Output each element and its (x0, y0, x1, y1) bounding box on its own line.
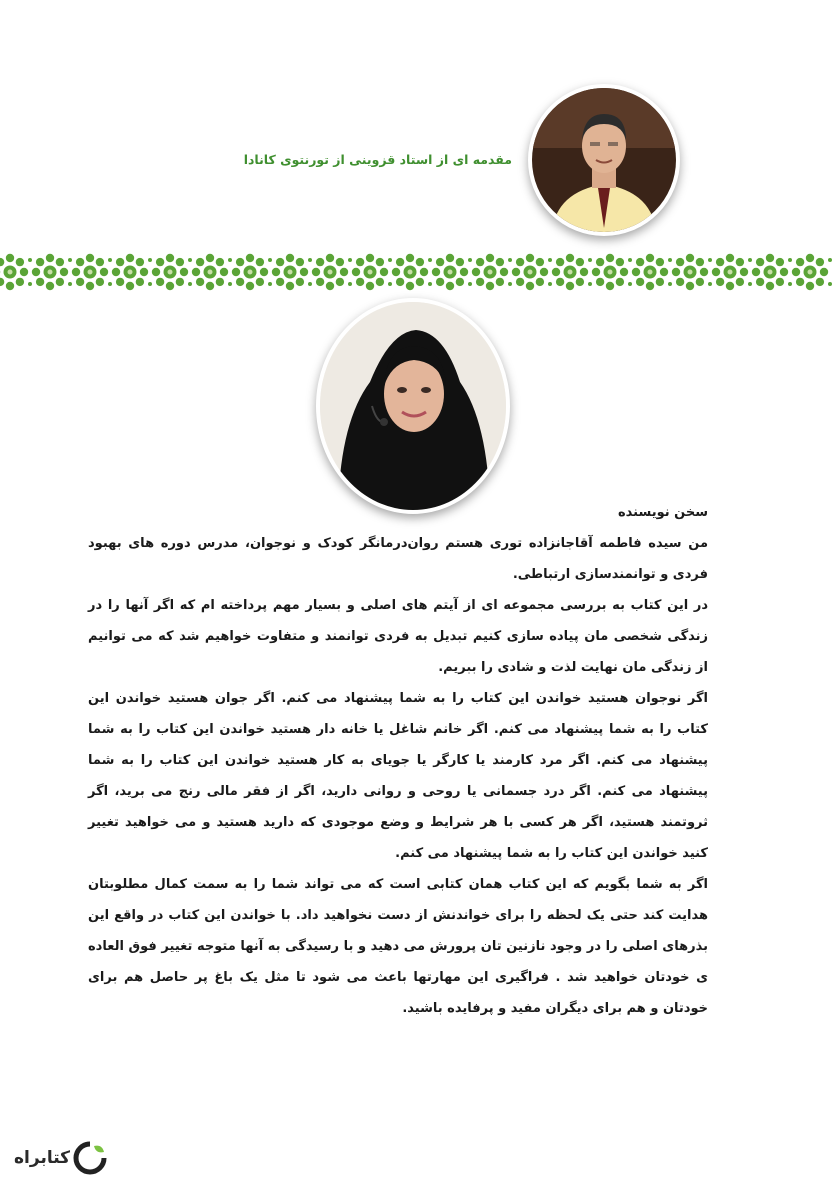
flower-motif (472, 254, 508, 290)
small-dot-motif (308, 258, 312, 286)
flower-motif (712, 254, 748, 290)
floral-pattern (0, 251, 840, 295)
small-dot-motif (148, 258, 152, 286)
small-dot-motif (468, 258, 472, 286)
flower-motif (192, 254, 228, 290)
small-dot-motif (628, 258, 632, 286)
small-dot-motif (508, 258, 512, 286)
small-dot-motif (68, 258, 72, 286)
small-dot-motif (108, 258, 112, 286)
flower-motif (0, 254, 28, 290)
intro-caption-text: مقدمه ای از استاد قزوینی از تورنتوی کانادا (243, 152, 512, 167)
flower-motif (112, 254, 148, 290)
flower-motif (552, 254, 588, 290)
paragraph-intro: من سیده فاطمه آقاجانزاده توری هستم روان‌درمانگر کودک و نوجوان، مدرس دوره های بهبود فردی و توانمندسازی ارتباطی. (88, 536, 708, 582)
paragraph-benefit: اگر به شما بگویم که این کتاب همان کتابی است که می تواند شما را به سمت کمال مطلوبتان هدایت کند حتی یک لحظه را برای خواندنش از دست نخواهید داد. با خواندن این کتاب در واقع این بذرهای اصلی را در وجود نازنین تان پرورش می دهید و با رسیدگی به آنها متوجه تغییر فوق العاده ی خودتان خواهید شد . فراگیری این مهارتها باعث می شود تا مثل یک باغ پر حاصل هم برای خودتان و هم برای دیگران مفید و پرفایده باشید. (88, 877, 708, 1016)
flower-motif (32, 254, 68, 290)
small-dot-motif (748, 258, 752, 286)
small-dot-motif (548, 258, 552, 286)
flower-motif (752, 254, 788, 290)
paragraph-purpose: در این کتاب به بررسی مجموعه ای از آیتم های اصلی و بسیار مهم پرداخته ام که اگر آنها را در زندگی شخصی مان پیاده سازی کنیم تبدیل به فردی توانمند و متفاوت خواهیم شد که می توانیم از زندگی مان نهایت لذت و شادی را ببریم. (88, 598, 708, 675)
small-dot-motif (668, 258, 672, 286)
publisher-logo-icon (72, 1140, 108, 1176)
small-dot-motif (788, 258, 792, 286)
publisher-logo-text: کتابراه (14, 1148, 71, 1168)
article-heading: سخن نویسنده (617, 505, 708, 520)
paragraph-audience: اگر نوجوان هستید خواندن این کتاب را به شما پیشنهاد می کنم. اگر جوان هستید خواندن این کتاب را به شما پیشنهاد می کنم. اگر خانم شاغل یا خانه دار هستید خواندن این کتاب را به شما پیشنهاد می کنم. اگر مرد کارمند یا کارگر یا جویای به کار هستید خواندن این کتاب را به شما پیشنهاد می کنم. اگر درد جسمانی یا روحی و روانی دارید، اگر از فقر مالی رنج می برید، اگر ثروتمند هستید، اگر هر کسی با هر شرایط و وضع موجودی که دارید هستید و می خواهید تغییر کنید خواندن این کتاب را به شما پیشنهاد می کنم. (88, 691, 708, 861)
small-dot-motif (348, 258, 352, 286)
flower-motif (632, 254, 668, 290)
teacher-photo (532, 88, 676, 232)
flower-motif (672, 254, 708, 290)
small-dot-motif (228, 258, 232, 286)
flower-motif (392, 254, 428, 290)
flower-motif (232, 254, 268, 290)
flower-motif (152, 254, 188, 290)
flower-motif (272, 254, 308, 290)
flower-motif (792, 254, 828, 290)
small-dot-motif (428, 258, 432, 286)
small-dot-motif (828, 258, 832, 286)
small-dot-motif (388, 258, 392, 286)
flower-motif (432, 254, 468, 290)
article-body (88, 497, 708, 1024)
flower-motif (72, 254, 108, 290)
flower-motif (512, 254, 548, 290)
floral-divider (0, 251, 840, 295)
teacher-portrait (528, 84, 680, 236)
flower-motif (312, 254, 348, 290)
small-dot-motif (268, 258, 272, 286)
author-photo (320, 302, 506, 510)
small-dot-motif (588, 258, 592, 286)
flower-motif (352, 254, 388, 290)
author-portrait (316, 298, 510, 514)
small-dot-motif (708, 258, 712, 286)
small-dot-motif (188, 258, 192, 286)
intro-caption (150, 152, 512, 167)
small-dot-motif (28, 258, 32, 286)
flower-motif (592, 254, 628, 290)
publisher-logo (14, 1140, 108, 1176)
